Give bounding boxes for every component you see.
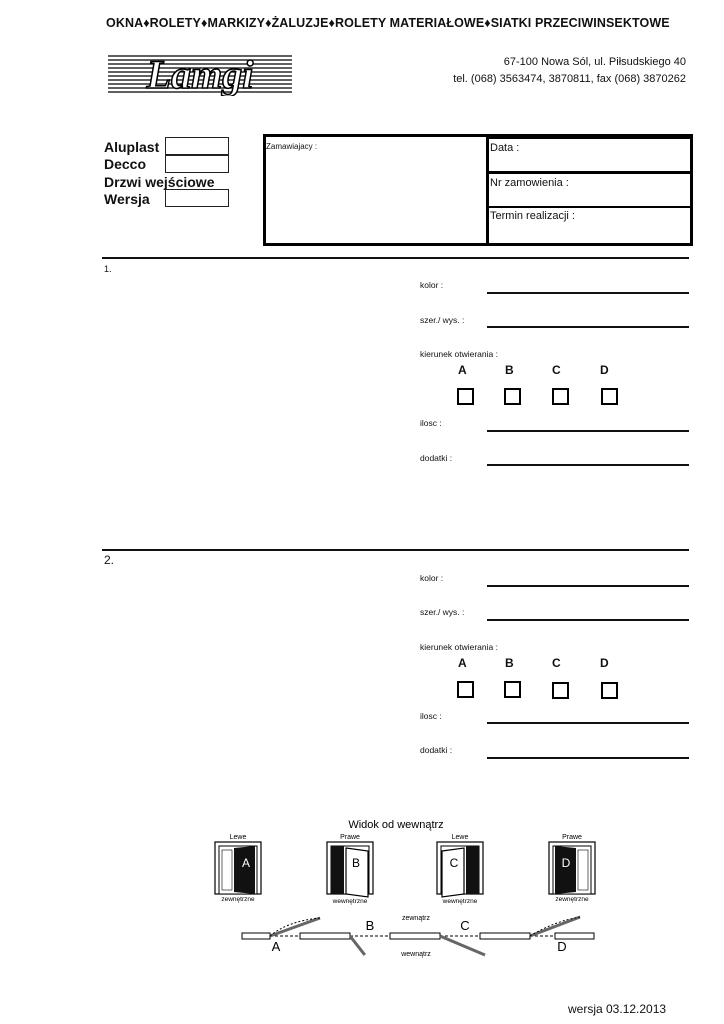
section-1-kolor-line[interactable] [487,292,689,294]
svg-text:wewnątrz: wewnątrz [401,951,431,958]
wersja-field[interactable] [165,189,229,207]
section-1-checkbox-b[interactable] [504,388,521,405]
address-line: 67-100 Nowa Sól, ul. Piłsudskiego 40 [503,56,686,68]
door-direction-diagram [210,815,610,965]
section-1-qty-line[interactable] [487,430,689,432]
section-2-qty-label: ilosc : [420,711,442,721]
svg-text:Lamgi: Lamgi [146,52,254,96]
section-1-extras-label: dodatki : [420,453,453,463]
section-2-number: 2. [104,553,115,567]
section-1-direction-label: kierunek otwierania : [420,349,498,359]
section-2-kolor-line[interactable] [487,585,689,587]
svg-text:wewnętrzne: wewnętrzne [442,898,478,905]
svg-text:zewnętrzne: zewnętrzne [221,896,255,903]
phone-line: tel. (068) 3563474, 3870811, fax (068) 3870262 [453,73,686,85]
header-title: OKNA♦ROLETY♦MARKIZY♦ŻALUZJE♦ROLETY MATERIAŁOWE♦SIATKI PRZECIWINSEKTOWE [106,16,670,30]
label-wersja: Wersja [104,191,150,207]
door-a-icon [215,834,261,903]
order-number-label: Nr zamowienia : [490,177,569,189]
svg-text:wewnętrzne: wewnętrzne [332,898,368,905]
orderer-label: Zamawiajacy : [266,142,318,151]
door-floor-plan [242,917,594,955]
section-2-size-line[interactable] [487,619,689,621]
section-2-direction-label: kierunek otwierania : [420,642,498,652]
plan-letter-d: D [557,939,567,954]
svg-text:zewnętrzne: zewnętrzne [555,896,589,903]
section-2-checkbox-c[interactable] [552,682,569,699]
section-1-checkbox-a[interactable] [457,388,474,405]
date-label: Data : [490,142,520,154]
deadline-label: Termin realizacji : [490,210,575,222]
section-1-checkbox-c[interactable] [552,388,569,405]
section-1-checkbox-d[interactable] [601,388,618,405]
section-1-size-line[interactable] [487,326,689,328]
section-1-letter-d: D [600,363,609,377]
diagram-title: Widok od wewnątrz [348,819,444,831]
plan-letter-b: B [365,918,375,933]
svg-text:zewnątrz: zewnątrz [401,915,431,922]
section-2-letter-d: D [600,656,609,670]
section-2-rule [102,549,689,551]
section-1-rule [102,257,689,259]
section-2-letter-b: B [505,656,514,670]
section-2-checkbox-a[interactable] [457,681,474,698]
svg-text:D: D [561,856,571,870]
svg-text:A: A [241,856,251,870]
door-c-icon [437,834,483,905]
section-2-checkbox-b[interactable] [504,681,521,698]
decco-field[interactable] [165,155,229,173]
company-logo [108,52,292,96]
section-2-kolor-label: kolor : [420,573,444,583]
section-1-size-label: szer./ wys. : [420,315,465,325]
section-1-extras-line[interactable] [487,464,689,466]
section-1-kolor-label: kolor : [420,280,444,290]
section-1-letter-b: B [505,363,514,377]
section-2-letter-c: C [552,656,561,670]
section-1-qty-label: ilosc : [420,418,442,428]
section-2-extras-line[interactable] [487,757,689,759]
label-drzwi: Drzwi wejściowe [104,174,215,190]
section-2-extras-label: dodatki : [420,745,453,755]
svg-text:Lewe: Lewe [451,834,469,841]
aluplast-field[interactable] [165,137,229,155]
svg-text:B: B [351,856,361,870]
section-2-size-label: szer./ wys. : [420,607,465,617]
svg-text:Prawe: Prawe [340,834,360,841]
plan-letter-a: A [271,939,281,954]
section-1-letter-a: A [458,363,467,377]
door-b-icon [327,834,373,905]
section-2-qty-line[interactable] [487,722,689,724]
svg-text:Prawe: Prawe [562,834,582,841]
section-2-letter-a: A [458,656,467,670]
plan-letter-c: C [460,918,470,933]
svg-text:C: C [449,856,459,870]
label-aluplast: Aluplast [104,139,160,155]
label-decco: Decco [104,156,147,172]
section-2-checkbox-d[interactable] [601,682,618,699]
door-d-icon [549,834,595,903]
version-label: wersja 03.12.2013 [568,1002,667,1016]
section-1-number: 1. [104,264,112,274]
section-1-letter-c: C [552,363,561,377]
svg-text:Lewe: Lewe [229,834,247,841]
